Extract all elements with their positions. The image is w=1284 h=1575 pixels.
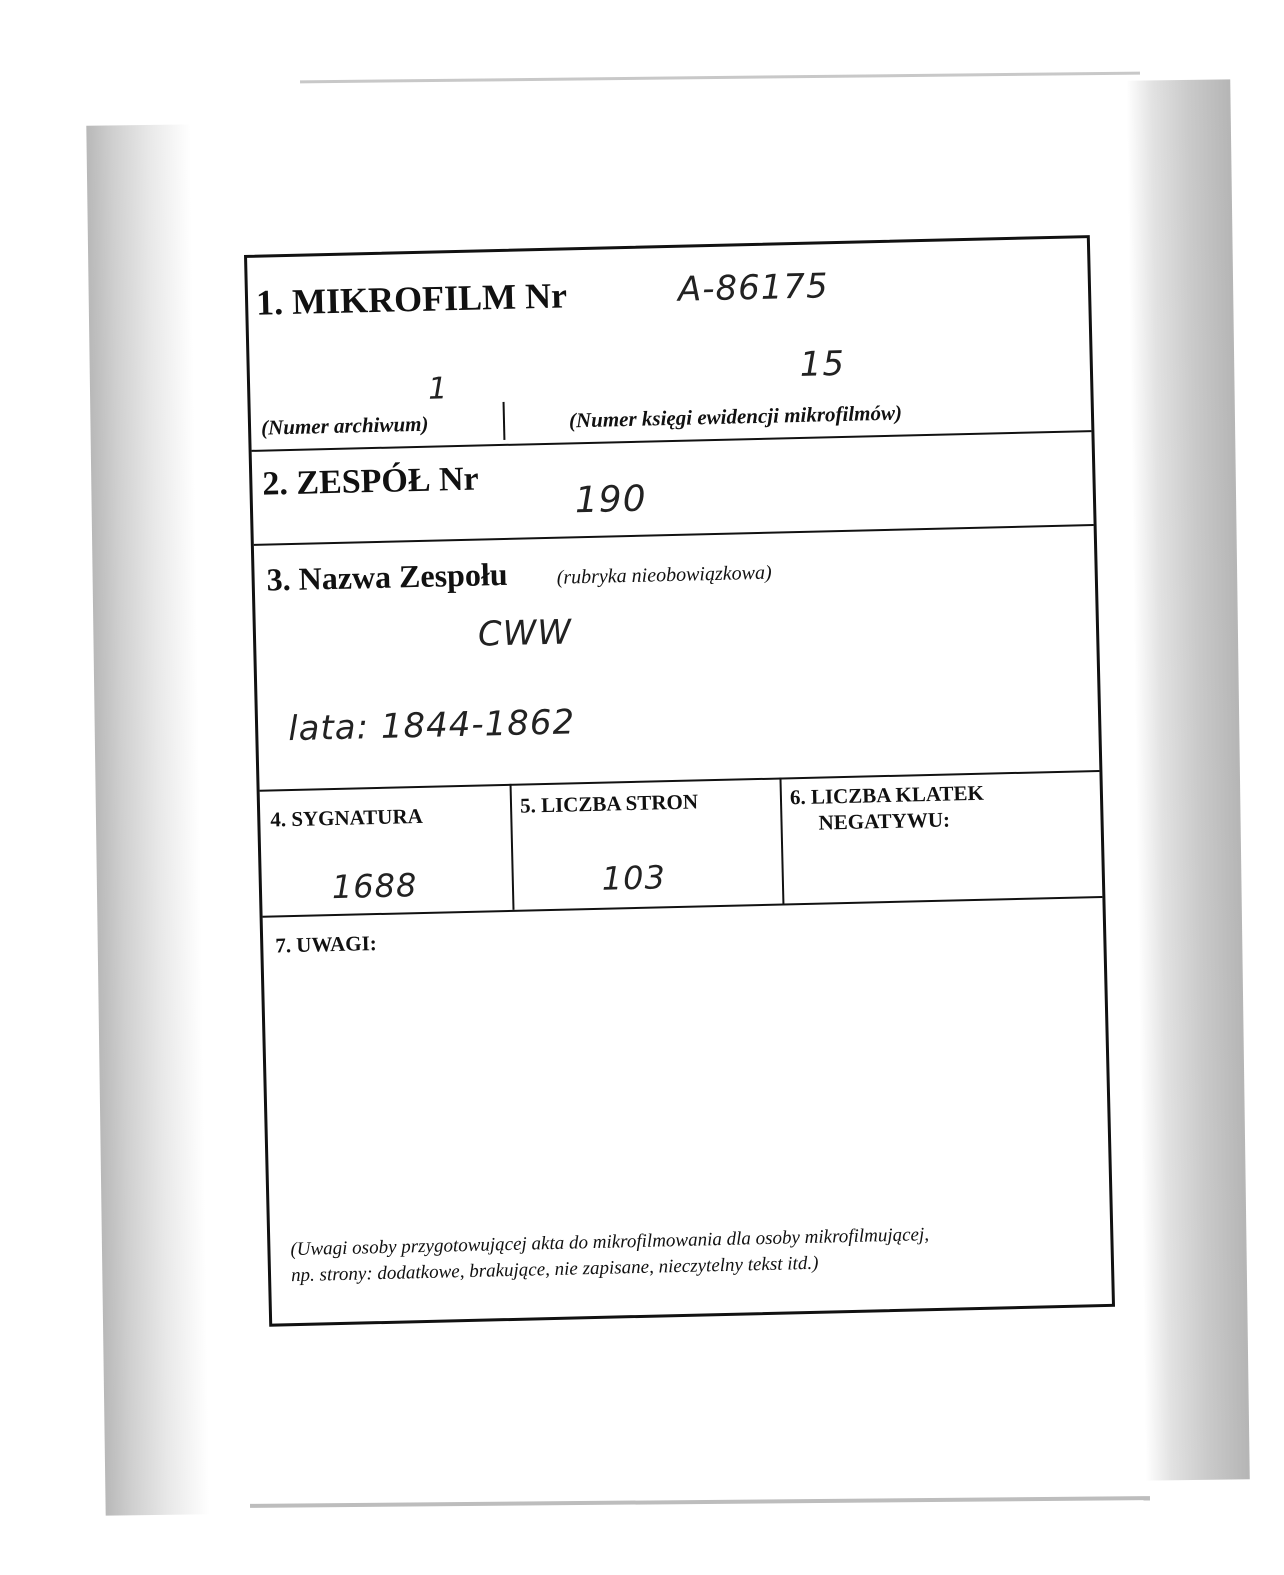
microfilm-label: 1. MIKROFILM Nr bbox=[255, 275, 568, 323]
page-count-label: 5. LICZBA STRON bbox=[519, 789, 699, 818]
row-divider-1 bbox=[510, 784, 515, 910]
negative-frames-label-line2: NEGATYWU: bbox=[818, 807, 951, 835]
section-remarks bbox=[263, 896, 1112, 1324]
fond-name-label: 3. Nazwa Zespołu bbox=[266, 555, 508, 598]
scan-shadow-left bbox=[86, 124, 209, 1515]
archive-number-caption: (Numer archiwum) bbox=[260, 411, 429, 440]
fond-name-handwritten: CWW bbox=[477, 612, 573, 655]
signature-handwritten: 1688 bbox=[331, 866, 418, 907]
section-signature-row bbox=[260, 770, 1103, 918]
scan-shadow-right bbox=[1126, 79, 1250, 1480]
fond-number-label: 2. ZESPÓŁ Nr bbox=[261, 460, 480, 503]
remarks-label: 7. UWAGI: bbox=[274, 931, 378, 958]
caption-divider bbox=[503, 402, 506, 440]
section-microfilm-number bbox=[247, 238, 1091, 452]
register-number-handwritten: 15 bbox=[799, 343, 846, 385]
register-caption: (Numer księgi ewidencji mikrofilmów) bbox=[568, 400, 903, 433]
scan-edge-bottom bbox=[250, 1496, 1150, 1508]
archive-number-handwritten: 1 bbox=[427, 371, 449, 407]
row-divider-2 bbox=[779, 777, 784, 903]
section-fond-name bbox=[254, 524, 1100, 792]
microfilm-form-card bbox=[244, 235, 1115, 1327]
fond-name-optional-note: (rubryka nieobowiązkowa) bbox=[556, 561, 772, 589]
signature-label: 4. SYGNATURA bbox=[270, 803, 424, 832]
negative-frames-label-line1: 6. LICZBA KLATEK bbox=[789, 780, 985, 810]
scan-edge-top bbox=[300, 72, 1140, 84]
fond-years-handwritten: lata: 1844-1862 bbox=[287, 702, 576, 750]
page-count-handwritten: 103 bbox=[601, 858, 667, 898]
microfilm-number-handwritten: A-86175 bbox=[677, 266, 830, 310]
remarks-footnote-line1: (Uwagi osoby przygotowującej akta do mikrofilmowania dla osoby mikrofilmującej, bbox=[290, 1224, 930, 1261]
fond-number-handwritten: 190 bbox=[574, 478, 648, 522]
remarks-footnote-line2: np. strony: dodatkowe, brakujące, nie zapisane, nieczytelny tekst itd.) bbox=[290, 1252, 819, 1287]
